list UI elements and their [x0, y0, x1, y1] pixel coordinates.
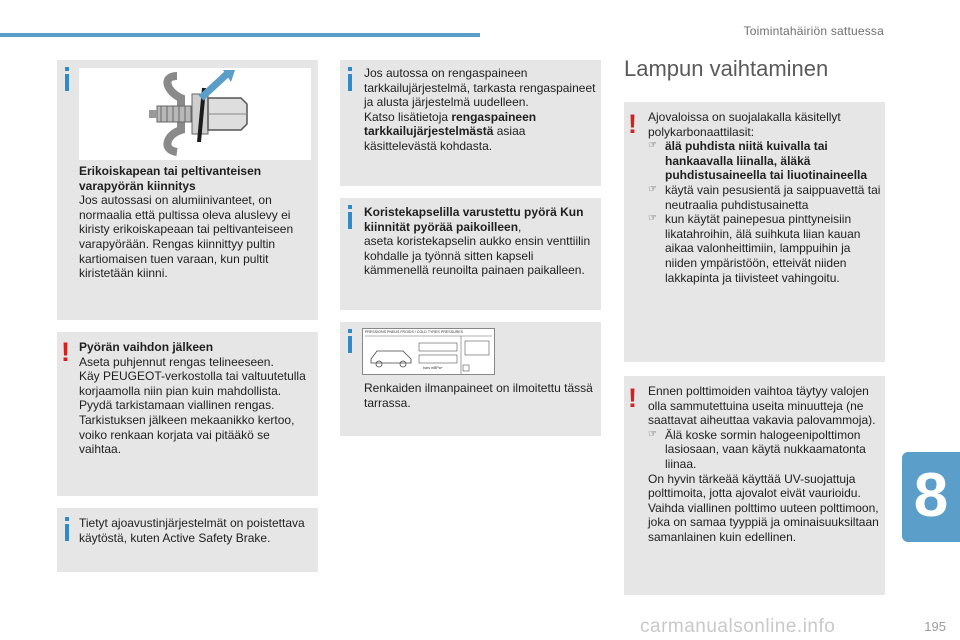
list-item: [648, 139, 882, 183]
assist-systems-note: [57, 508, 318, 572]
label-sub: bars mBPa+: [423, 366, 443, 370]
tpms-text-b: rengaspaineen tarkkailujärjestelmästä: [364, 109, 537, 139]
assist-body: Tietyt ajoavustinjärjestelmät on poistettava käytöstä, kuten Active Safety Brake.: [79, 516, 305, 545]
lens-item-2: käytä vain pesusientä ja saippuavettä tai neutraalia puhdistusainetta: [665, 182, 881, 212]
wheel-bolt-drawing: [79, 68, 311, 160]
list-item: [648, 212, 882, 285]
hand-pointer-icon: ☞: [648, 428, 657, 440]
warning-icon: !: [61, 337, 70, 367]
tyre-pressure-label: [362, 328, 495, 375]
lens-care-warning: [624, 102, 885, 362]
info-icon: [348, 336, 352, 353]
page-number: 195: [924, 619, 946, 634]
tpms-text-a: Jos autossa on rengaspaineen tarkkailujärjestelmä, tarkasta rengaspaineet ja alusta järjestelmä uudelleen. Katso lisätietoja: [364, 66, 596, 124]
bulb-item: Älä koske sormin halogeenipolttimon lasiosaan, vaan käytä nukkaamatonta liinaa.: [665, 427, 866, 471]
hand-pointer-icon: ☞: [648, 213, 657, 225]
label-header: PRESSIONS PNEUS FROIDS / COLD TYRES PRESSURES: [365, 330, 463, 334]
lens-item-3: kun käytät painepesua pinttyneisiin likatahroihin, älä suihkuta liian kauan aikaa valonheittimiin, lamppuihin ja niiden ympäristöön, etteivät niiden lakkapinta ja tiivisteet vahingoitu.: [665, 212, 861, 285]
info-icon: [348, 74, 352, 91]
lens-item-1: älä puhdista niitä kuivalla tai hankaavalla liinalla, äläkä puhdistusaineella tai liuotinaineella: [665, 139, 868, 183]
chapter-number: 8: [913, 461, 949, 530]
warning-icon: !: [628, 383, 637, 413]
after-wheel-change-warning: [57, 332, 318, 496]
list-item: [648, 183, 882, 212]
caps-comma: ,: [518, 219, 522, 234]
wheels-body: Jos autossasi on alumiinivanteet, on normaalia että pultissa oleva aluslevy ei kiristy erikoiskapeaan tai peltivanteiseen varapyörään. Rengas kiinnittyy pultin kartiomaisen tuen varaan, kun pultit kiristetään kiinni.: [79, 193, 294, 281]
wheels-title: Erikoiskapean tai peltivanteisen varapyörän kiinnitys: [79, 164, 262, 193]
chapter-tab: [902, 452, 960, 542]
page-title: Lampun vaihtaminen: [624, 56, 829, 81]
tpms-note: [340, 60, 601, 186]
watermark: carmanualsonline.info: [640, 616, 836, 637]
section-title: Toimintahäiriön sattuessa: [743, 24, 884, 38]
list-item: [648, 428, 884, 472]
bulb-change-warning: [624, 376, 885, 595]
warning-icon: !: [628, 109, 637, 139]
header-accent-bar: [0, 33, 480, 37]
label-caption: Renkaiden ilmanpaineet on ilmoitettu tässä tarrassa.: [364, 381, 593, 410]
bulb-outro: On hyvin tärkeää käyttää UV-suojattuja polttimoita, jotta ajovalot eivät vaurioidu. Vaihda viallinen polttimo uuteen polttimoon, joka on samaa tyyppiä ja ominaisuuksiltaan samanlainen kuin edellinen.: [648, 471, 879, 544]
hubcap-note: [340, 198, 601, 310]
caps-title: Koristekapselilla varustettu pyörä Kun kiinnität pyörää paikoilleen: [364, 205, 584, 234]
wheel-bolt-illustration: [79, 68, 311, 160]
hand-pointer-icon: ☞: [648, 183, 657, 195]
bulb-intro: Ennen polttimoiden vaihtoa täytyy valojen olla sammutettuina useita minuutteja (ne saattavat aiheuttaa vakavia palovammoja).: [648, 384, 876, 428]
tyre-pressure-label-note: [340, 322, 601, 436]
info-icon: [65, 74, 69, 91]
hand-pointer-icon: ☞: [648, 140, 657, 152]
lens-intro: Ajovaloissa on suojalakalla käsitellyt polykarbonaattilasit:: [648, 110, 841, 139]
info-icon: [348, 212, 352, 229]
after-title: Pyörän vaihdon jälkeen: [79, 340, 214, 354]
after-body: Aseta puhjennut rengas telineeseen. Käy PEUGEOT-verkostolla tai valtuutetulla korjaamolla niin pian kuin mahdollista. Pyydä tarkistamaan viallinen rengas. Tarkistuksen jälkeen mekaanikko kertoo, voiko renkaan korjata vai pitääkö se vaihtaa.: [79, 354, 306, 457]
tpms-text-c: asiaa käsittelevästä kohdasta.: [364, 124, 526, 153]
wheel-bolt-note: [57, 60, 318, 320]
info-icon: [65, 524, 69, 541]
caps-body: aseta koristekapselin aukko ensin venttiilin kohdalle ja työnnä sitten kapseli kämmenellä reunoilta painaen paikalleen.: [364, 234, 591, 278]
